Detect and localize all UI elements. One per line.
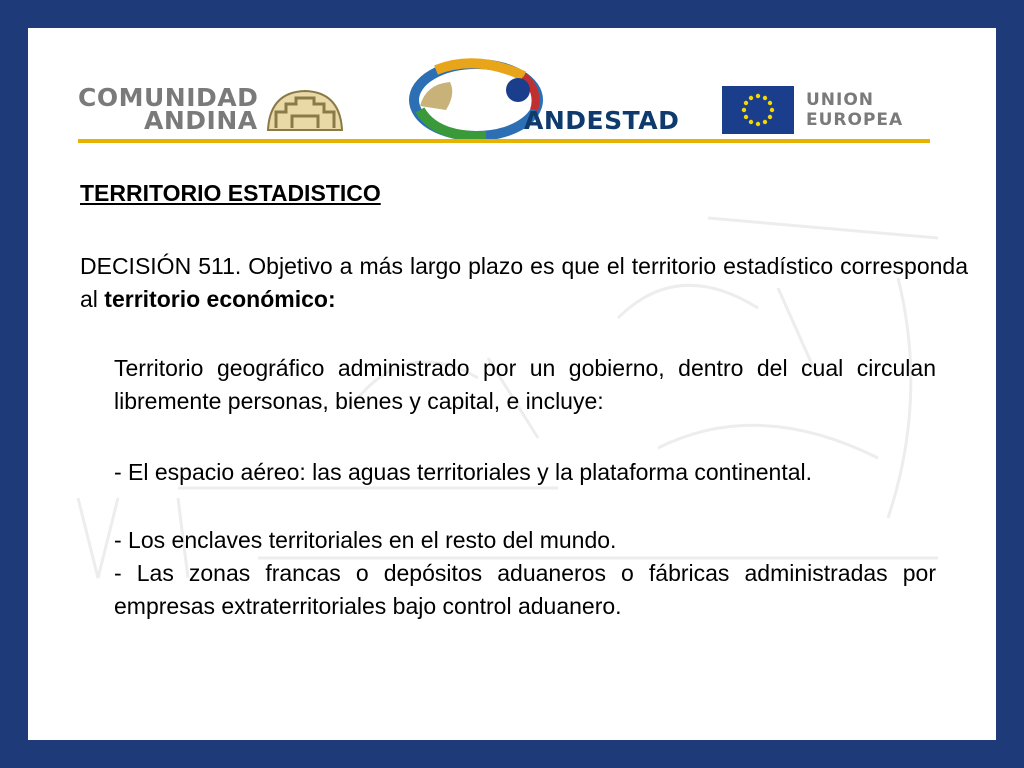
union-europea-line1: UNION xyxy=(806,90,875,110)
andestad-logo xyxy=(406,54,680,144)
comunidad-andina-wordmark xyxy=(78,83,259,135)
header xyxy=(28,28,996,150)
slide xyxy=(28,28,996,740)
slide-title: TERRITORIO ESTADISTICO xyxy=(80,180,381,206)
eu-flag-icon xyxy=(722,86,794,134)
intro-paragraph xyxy=(80,250,968,316)
andestad-wordmark: ANDESTAD xyxy=(524,106,680,135)
andean-emblem-icon xyxy=(264,88,346,132)
intro-bold-term: territorio económico: xyxy=(104,286,336,312)
union-europea-line2: EUROPEA xyxy=(806,110,904,130)
list-item: - El espacio aéreo: las aguas territoriales y la plataforma continental. xyxy=(114,459,813,485)
list-item: - Las zonas francas o depósitos aduaneros o fábricas administradas por empresas extraterritoriales bajo control aduanero. xyxy=(114,560,936,619)
definition-paragraph: Territorio geográfico administrado por un gobierno, dentro del cual circulan libremente personas, bienes y capital, e incluye: xyxy=(114,355,936,414)
comunidad-andina-line2: ANDINA xyxy=(144,106,258,135)
intro-text: DECISIÓN 511. Objetivo a más largo plazo es que el territorio estadístico corresponda al xyxy=(80,253,968,312)
list-item: - Los enclaves territoriales en el resto del mundo. xyxy=(114,527,617,553)
header-divider xyxy=(78,139,930,143)
union-europea-wordmark xyxy=(806,90,903,130)
union-europea-logo xyxy=(722,86,942,138)
comunidad-andina-line1: COMUNIDAD xyxy=(78,83,259,112)
comunidad-andina-logo xyxy=(78,83,348,136)
